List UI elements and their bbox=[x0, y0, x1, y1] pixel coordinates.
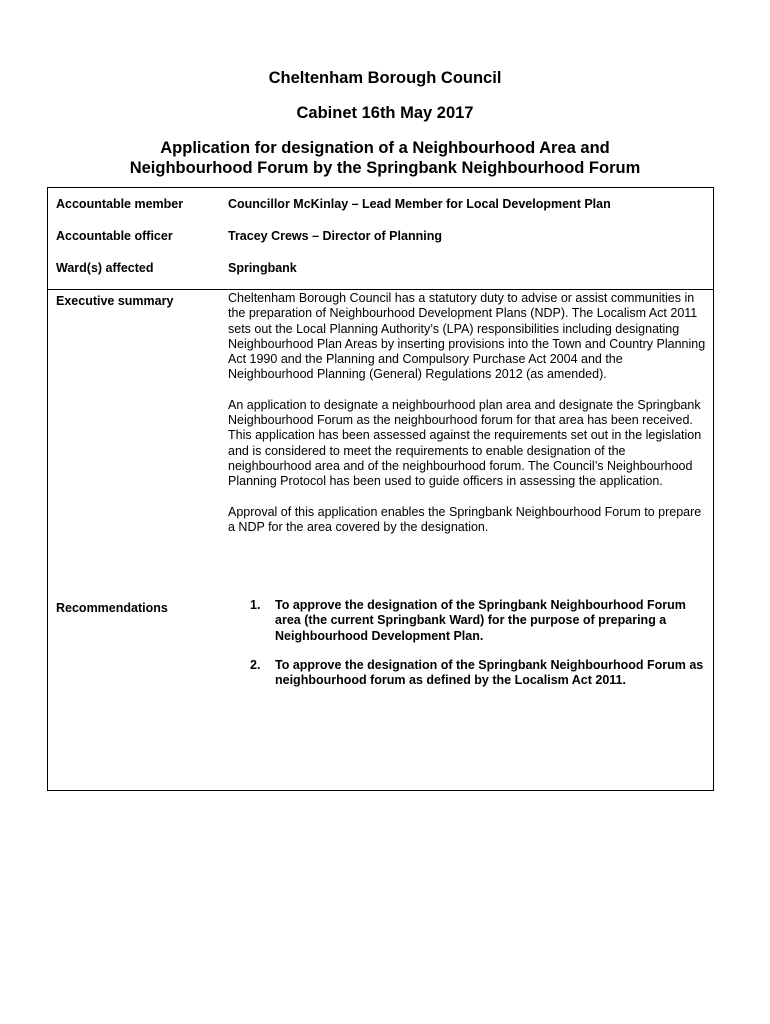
report-title bbox=[0, 138, 770, 178]
recommendation-item bbox=[228, 658, 710, 689]
recommendations-label: Recommendations bbox=[56, 601, 168, 615]
accountable-officer-value: Tracey Crews – Director of Planning bbox=[228, 229, 442, 243]
summary-paragraph: Approval of this application enables the Springbank Neighbourhood Forum to prepare a NDP for the area covered by the designation. bbox=[228, 504, 702, 534]
recommendation-item bbox=[228, 598, 710, 644]
recommendation-text: To approve the designation of the Springbank Neighbourhood Forum as neighbourhood forum as defined by the Localism Act 2011. bbox=[275, 657, 704, 688]
recommendations-list bbox=[228, 598, 710, 702]
accountable-member-label: Accountable member bbox=[56, 197, 184, 211]
executive-summary-text bbox=[228, 291, 710, 550]
meeting-title: Cabinet 16th May 2017 bbox=[296, 104, 474, 122]
summary-paragraph: An application to designate a neighbourhood plan area and designate the Springbank Neighbourhood Forum as the neighbourhood forum for that area has been received. This application has been assessed against the requirements set out in the legislation and is considered to meet the requirements to enable designation of the neighbourhood area and of the neighbourhood forum. The Council’s Neighbourhood Planning Protocol has been used to guide officers in assessing the application. bbox=[228, 397, 702, 489]
executive-summary-label: Executive summary bbox=[56, 294, 174, 308]
accountable-officer-label: Accountable officer bbox=[56, 229, 173, 243]
wards-affected-value: Springbank bbox=[228, 261, 297, 275]
accountable-member-value: Councillor McKinlay – Lead Member for Local Development Plan bbox=[228, 197, 611, 211]
report-summary-table bbox=[47, 187, 714, 791]
recommendation-number: 1. bbox=[250, 598, 261, 612]
table-divider bbox=[48, 289, 713, 290]
wards-affected-label: Ward(s) affected bbox=[56, 261, 154, 275]
council-name: Cheltenham Borough Council bbox=[268, 69, 502, 87]
summary-paragraph: Cheltenham Borough Council has a statutory duty to advise or assist communities in the preparation of Neighbourhood Development Plans (NDP). The Localism Act 2011 sets out the Local Planning Authority’s (LPA) responsibilities including designating Neighbourhood Plan Areas by inserting provisions into the Town and Country Planning Act 1990 and the Planning and Compulsory Purchase Act 2004 and the Neighbourhood Planning (General) Regulations 2012 (as amended). bbox=[228, 291, 706, 382]
recommendation-text: To approve the designation of the Springbank Neighbourhood Forum area (the current Springbank Ward) for the purpose of preparing a Neighbourhood Development Plan. bbox=[275, 598, 686, 643]
report-title-line-1: Application for designation of a Neighbourhood Area and bbox=[160, 139, 610, 157]
report-title-line-2: Neighbourhood Forum by the Springbank Neighbourhood Forum bbox=[129, 159, 641, 177]
recommendation-number: 2. bbox=[250, 657, 261, 672]
